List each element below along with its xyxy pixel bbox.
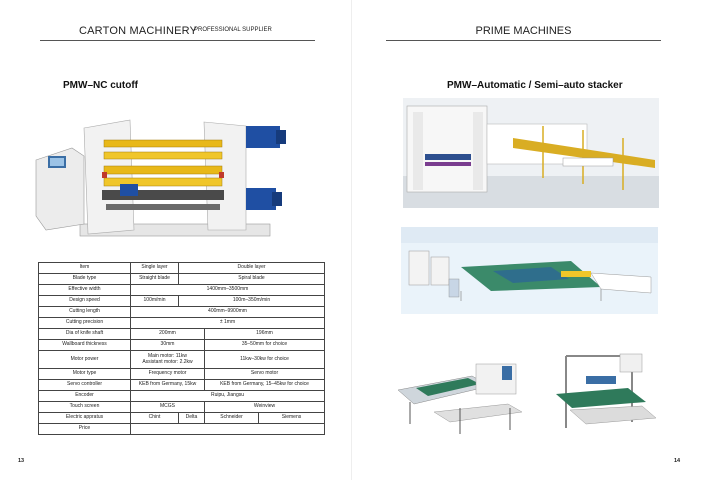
page-number-right: 14 <box>674 458 681 464</box>
cutoff-title: PMW–NC cutoff <box>63 80 138 91</box>
semi-auto-stacker-image-1 <box>390 352 530 442</box>
table-row <box>39 307 325 318</box>
cell-single: 100m/min <box>131 296 179 307</box>
row-label: Encoder <box>39 391 131 402</box>
semi-auto-stacker-photo-1 <box>390 352 530 442</box>
row-label: Electric appratus <box>39 413 131 424</box>
cell-brand: Chint <box>131 413 179 424</box>
table-header-single: Single layer <box>131 263 179 274</box>
cell-single: Frequency motor <box>131 369 205 380</box>
cell-double: KEB from Germany, 15–45kw for choice <box>205 380 325 391</box>
spec-table <box>38 262 325 435</box>
cell-value: ± 1mm <box>131 318 325 329</box>
cell-double: 11kw–30kw for choice <box>205 351 325 369</box>
cell-double: 196mm <box>205 329 325 340</box>
cell-single: KEB from Germany, 15kw <box>131 380 205 391</box>
table-row <box>39 329 325 340</box>
table-header-item: Item <box>39 263 131 274</box>
cell-single: MCGS <box>131 402 205 413</box>
table-row <box>39 351 325 369</box>
table-row <box>39 285 325 296</box>
table-row <box>39 391 325 402</box>
cell-brand: Siemens <box>259 413 325 424</box>
cell-brand: Schneider <box>205 413 259 424</box>
row-label: Servo controller <box>39 380 131 391</box>
cell-double: 35–50mm for choice <box>205 340 325 351</box>
brand-tagline: PROFESSIONAL SUPPLIER <box>194 27 272 33</box>
row-label: Dia of knife shaft <box>39 329 131 340</box>
table-row <box>39 263 325 274</box>
stacker-line-photo <box>401 227 658 314</box>
row-label: Design speed <box>39 296 131 307</box>
row-label: Wallboard thickness <box>39 340 131 351</box>
stacker-title: PMW–Automatic / Semi–auto stacker <box>447 80 623 91</box>
left-page <box>0 0 351 480</box>
stacker-line-image <box>401 227 658 314</box>
cell-double: Weinview <box>205 402 325 413</box>
row-label: Motor type <box>39 369 131 380</box>
semi-auto-stacker-photo-2 <box>546 348 662 440</box>
cell-value: Ruipu, Jiangsu <box>131 391 325 402</box>
cell-double: Servo motor <box>205 369 325 380</box>
nc-cutoff-machine-photo <box>32 112 294 250</box>
cell-line: Assistant motor: 2.2kw <box>142 358 193 365</box>
table-row <box>39 380 325 391</box>
cell-brand: Delta <box>179 413 205 424</box>
cell-value: 1400mm–3500mm <box>131 285 325 296</box>
table-row <box>39 369 325 380</box>
semi-auto-stacker-image-2 <box>546 348 662 440</box>
right-header <box>386 25 661 41</box>
row-label: Touch screen <box>39 402 131 413</box>
page-number-left: 13 <box>18 458 25 464</box>
table-row <box>39 413 325 424</box>
brand-name: PRIME MACHINES <box>475 25 572 37</box>
nc-cutoff-machine-image <box>32 112 294 250</box>
cell-line: Main motor: 11kw <box>147 353 188 359</box>
cell-price <box>131 424 325 435</box>
cell-value: 400mm–9900mm <box>131 307 325 318</box>
row-label: Price <box>39 424 131 435</box>
table-row <box>39 274 325 285</box>
table-row <box>39 318 325 329</box>
cell-double: Spiral blade <box>179 274 325 285</box>
brand-name: CARTON MACHINERY <box>79 25 198 37</box>
cell-single: 200mm <box>131 329 205 340</box>
table-row <box>39 424 325 435</box>
table-header-double: Double layer <box>179 263 325 274</box>
row-label: Cutting length <box>39 307 131 318</box>
table-row <box>39 340 325 351</box>
cell-single: 30mm <box>131 340 205 351</box>
left-header <box>40 25 315 41</box>
row-label: Cutting precision <box>39 318 131 329</box>
row-label: Effective width <box>39 285 131 296</box>
cell-single <box>131 351 205 369</box>
row-label: Blade type <box>39 274 131 285</box>
automatic-stacker-image <box>403 98 659 208</box>
automatic-stacker-photo <box>403 98 659 208</box>
table-row <box>39 296 325 307</box>
cell-double: 100m–350m/min <box>179 296 325 307</box>
table-row <box>39 402 325 413</box>
row-label: Motor power <box>39 351 131 369</box>
cell-single: Straight blade <box>131 274 179 285</box>
right-page <box>352 0 703 480</box>
